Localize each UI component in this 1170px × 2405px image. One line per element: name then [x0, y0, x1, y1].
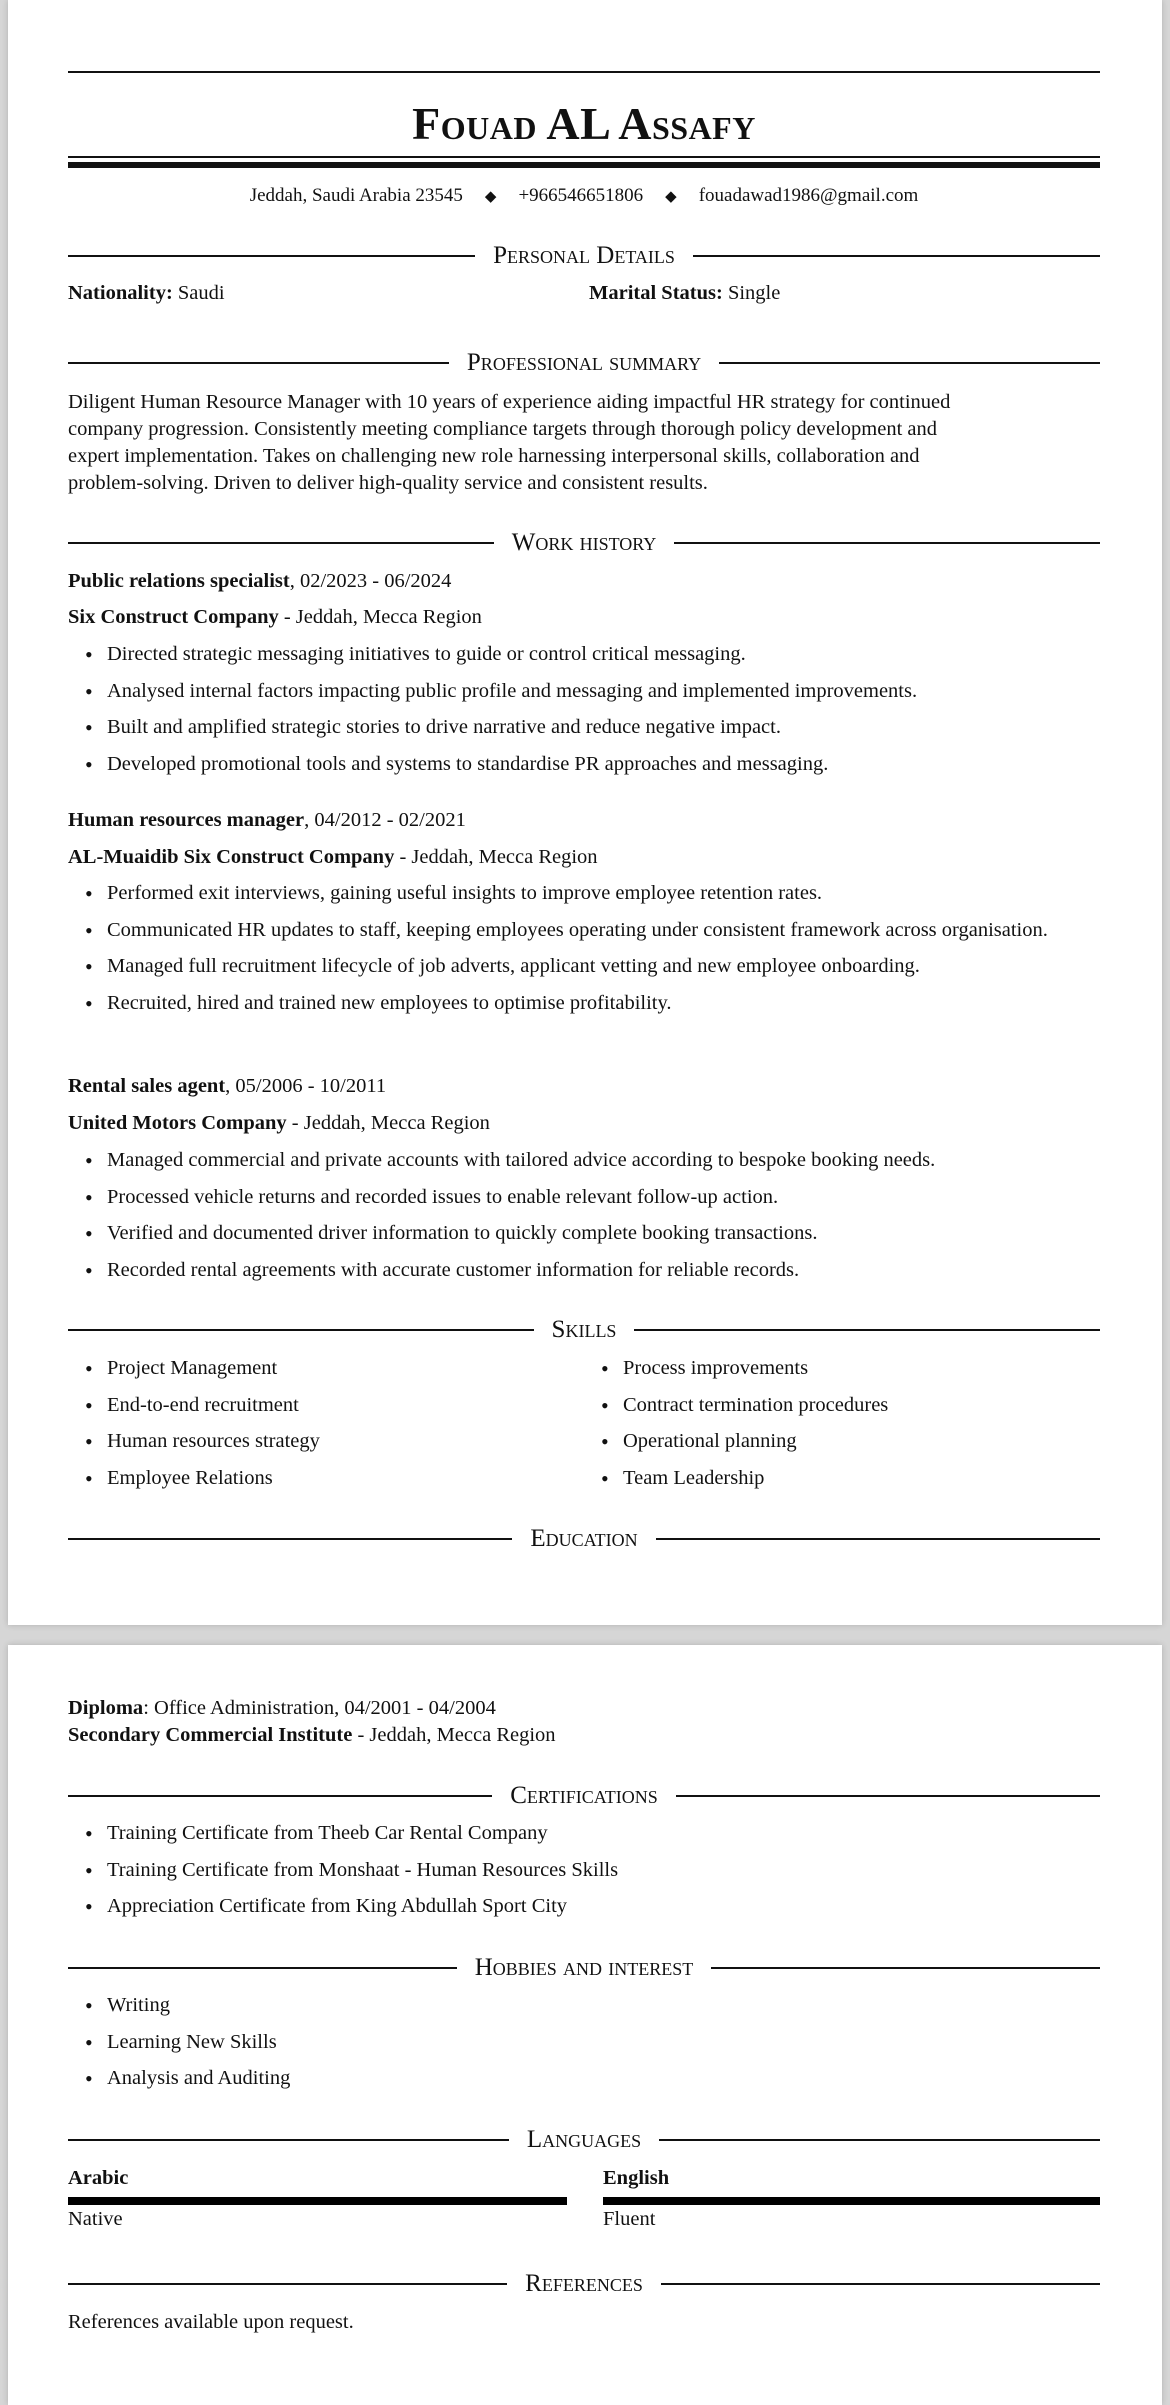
list-item: • Built and amplified strategic stories to drive narrative and reduce negative impact. [68, 714, 1108, 741]
job-role: Human resources manager [68, 809, 305, 831]
hobby-item: • Writing [68, 1992, 1068, 2019]
section-title: Certifications [510, 1782, 658, 1809]
section-title: Hobbies and interest [474, 1954, 694, 1981]
list-item: • Processed vehicle returns and recorded issues to enable relevant follow-up action. [68, 1184, 1128, 1211]
divider [68, 2283, 507, 2285]
job-company: United Motors Company [68, 1112, 287, 1134]
list-item: • Managed full recruitment lifecycle of job adverts, applicant vetting and new employee onboarding. [68, 953, 1058, 980]
summary-line: expert implementation. Takes on challenging new role harnessing interpersonal skills, collaboration and [68, 445, 920, 467]
field-and-dates: : Office Administration, 04/2001 - 04/2004 [143, 1697, 496, 1719]
job-dates: , 05/2006 - 10/2011 [225, 1075, 387, 1097]
list-item: • Verified and documented driver information to quickly complete booking transactions. [68, 1220, 1128, 1247]
section-title: Personal Details [493, 242, 675, 269]
section-work-history [68, 526, 1100, 560]
summary-text [68, 389, 1108, 497]
references-text: References available upon request. [68, 2311, 354, 2333]
job-location: - Jeddah, Mecca Region [286, 1112, 490, 1134]
section-skills [68, 1313, 1100, 1347]
header-double-rule-thin [68, 156, 1100, 158]
divider [676, 1795, 1100, 1797]
job-role: Rental sales agent [68, 1075, 226, 1097]
education-degree-line [68, 1695, 496, 1722]
section-personal-details [68, 239, 1100, 273]
marital-status-label: Marital Status: [589, 282, 723, 304]
header-double-rule-thick [68, 162, 1100, 168]
divider [68, 1795, 492, 1797]
job-title-line [68, 568, 451, 595]
divider [656, 1538, 1100, 1540]
job-bullets [68, 880, 1058, 1017]
skill-item: • Team Leadership [584, 1465, 1084, 1492]
language-proficiency-bar [68, 2197, 567, 2205]
skill-item: • Contract termination procedures [584, 1392, 1084, 1419]
hobby-item: • Analysis and Auditing [68, 2065, 1068, 2092]
summary-line: problem-solving. Driven to deliver high-quality service and consistent results. [68, 472, 708, 494]
skills-list-right [584, 1355, 1084, 1492]
section-education [68, 1522, 1100, 1556]
nationality-value: Saudi [177, 282, 225, 304]
language-name: English [603, 2167, 670, 2189]
nationality-field [68, 280, 225, 307]
section-languages [68, 2123, 1100, 2157]
divider [68, 542, 494, 544]
job-location: - Jeddah, Mecca Region [394, 846, 598, 868]
list-item: • Developed promotional tools and systems to standardise PR approaches and messaging. [68, 751, 1108, 778]
skill-item: • Employee Relations [68, 1465, 548, 1492]
job-dates: , 02/2023 - 06/2024 [289, 570, 452, 592]
divider [711, 1967, 1100, 1969]
language-level: Fluent [603, 2208, 656, 2230]
section-title: Skills [551, 1316, 617, 1343]
job-role: Public relations specialist [68, 570, 290, 592]
skill-item: • Process improvements [584, 1355, 1084, 1382]
list-item: • Communicated HR updates to staff, keeping employees operating under consistent framework across organisation. [68, 917, 1058, 944]
marital-status-field [589, 280, 780, 307]
section-hobbies [68, 1951, 1100, 1985]
address: Jeddah, Saudi Arabia 23545 [249, 185, 463, 206]
diamond-separator-icon: ◆ [665, 189, 677, 205]
certification-item: • Appreciation Certificate from King Abdullah Sport City [68, 1893, 1068, 1920]
marital-status-value: Single [727, 282, 781, 304]
nationality-label: Nationality: [68, 282, 173, 304]
section-certifications [68, 1779, 1100, 1813]
divider [68, 1329, 534, 1331]
job-company: Six Construct Company [68, 606, 279, 628]
certifications-list [68, 1820, 1068, 1920]
skill-item: • Human resources strategy [68, 1428, 548, 1455]
divider [719, 362, 1100, 364]
certification-item: • Training Certificate from Monshaat - Human Resources Skills [68, 1857, 1068, 1884]
language-name: Arabic [68, 2167, 129, 2189]
language-level: Native [68, 2208, 123, 2230]
diamond-separator-icon: ◆ [484, 189, 497, 205]
summary-line: company progression. Consistently meeting compliance targets through thorough policy development and [68, 418, 937, 440]
list-item: • Performed exit interviews, gaining useful insights to improve employee retention rates. [68, 880, 1058, 907]
job-company-line [68, 844, 598, 871]
section-title: Languages [526, 2126, 642, 2153]
section-title: Professional summary [466, 349, 702, 376]
section-title: Education [530, 1525, 638, 1552]
divider [68, 1967, 457, 1969]
header-top-rule [68, 71, 1100, 73]
institution-location: - Jeddah, Mecca Region [352, 1724, 556, 1746]
section-title: References [525, 2270, 643, 2297]
language-proficiency-bar [603, 2197, 1100, 2205]
list-item: • Managed commercial and private accounts with tailored advice according to bespoke booking needs. [68, 1147, 1128, 1174]
hobbies-list [68, 1992, 1068, 2092]
section-title: Work history [511, 529, 657, 556]
divider [68, 2139, 509, 2141]
skill-item: • Operational planning [584, 1428, 1084, 1455]
section-professional-summary [68, 346, 1100, 380]
candidate-name: Fouad AL Assafy [412, 98, 756, 149]
divider [674, 542, 1100, 544]
job-company-line [68, 604, 482, 631]
skills-list-left [68, 1355, 548, 1492]
list-item: • Recruited, hired and trained new employees to optimise profitability. [68, 990, 1058, 1017]
degree: Diploma [68, 1697, 144, 1719]
list-item: • Directed strategic messaging initiatives to guide or control critical messaging. [68, 641, 1108, 668]
divider [634, 1329, 1100, 1331]
institution: Secondary Commercial Institute [68, 1724, 353, 1746]
divider [659, 2139, 1100, 2141]
skill-item: • End-to-end recruitment [68, 1392, 548, 1419]
contact-line [68, 183, 1100, 210]
job-title-line [68, 807, 466, 834]
job-title-line [68, 1073, 386, 1100]
job-bullets [68, 1147, 1128, 1284]
divider [661, 2283, 1100, 2285]
education-institution-line [68, 1722, 556, 1749]
list-item: • Recorded rental agreements with accurate customer information for reliable records. [68, 1257, 1128, 1284]
divider [693, 255, 1100, 257]
job-bullets [68, 641, 1108, 778]
skill-item: • Project Management [68, 1355, 548, 1382]
email[interactable]: fouadawad1986@gmail.com [698, 185, 919, 206]
hobby-item: • Learning New Skills [68, 2029, 1068, 2056]
certification-item: • Training Certificate from Theeb Car Rental Company [68, 1820, 1068, 1847]
job-company: AL-Muaidib Six Construct Company [68, 846, 395, 868]
job-location: - Jeddah, Mecca Region [278, 606, 482, 628]
phone[interactable]: +966546651806 [518, 185, 644, 206]
divider [68, 255, 475, 257]
divider [68, 1538, 512, 1540]
divider [68, 362, 449, 364]
section-references [68, 2267, 1100, 2301]
summary-line: Diligent Human Resource Manager with 10 years of experience aiding impactful HR strategy for continued [68, 391, 951, 413]
job-company-line [68, 1110, 490, 1137]
job-dates: , 04/2012 - 02/2021 [304, 809, 466, 831]
list-item: • Analysed internal factors impacting public profile and messaging and implemented improvements. [68, 678, 1108, 705]
